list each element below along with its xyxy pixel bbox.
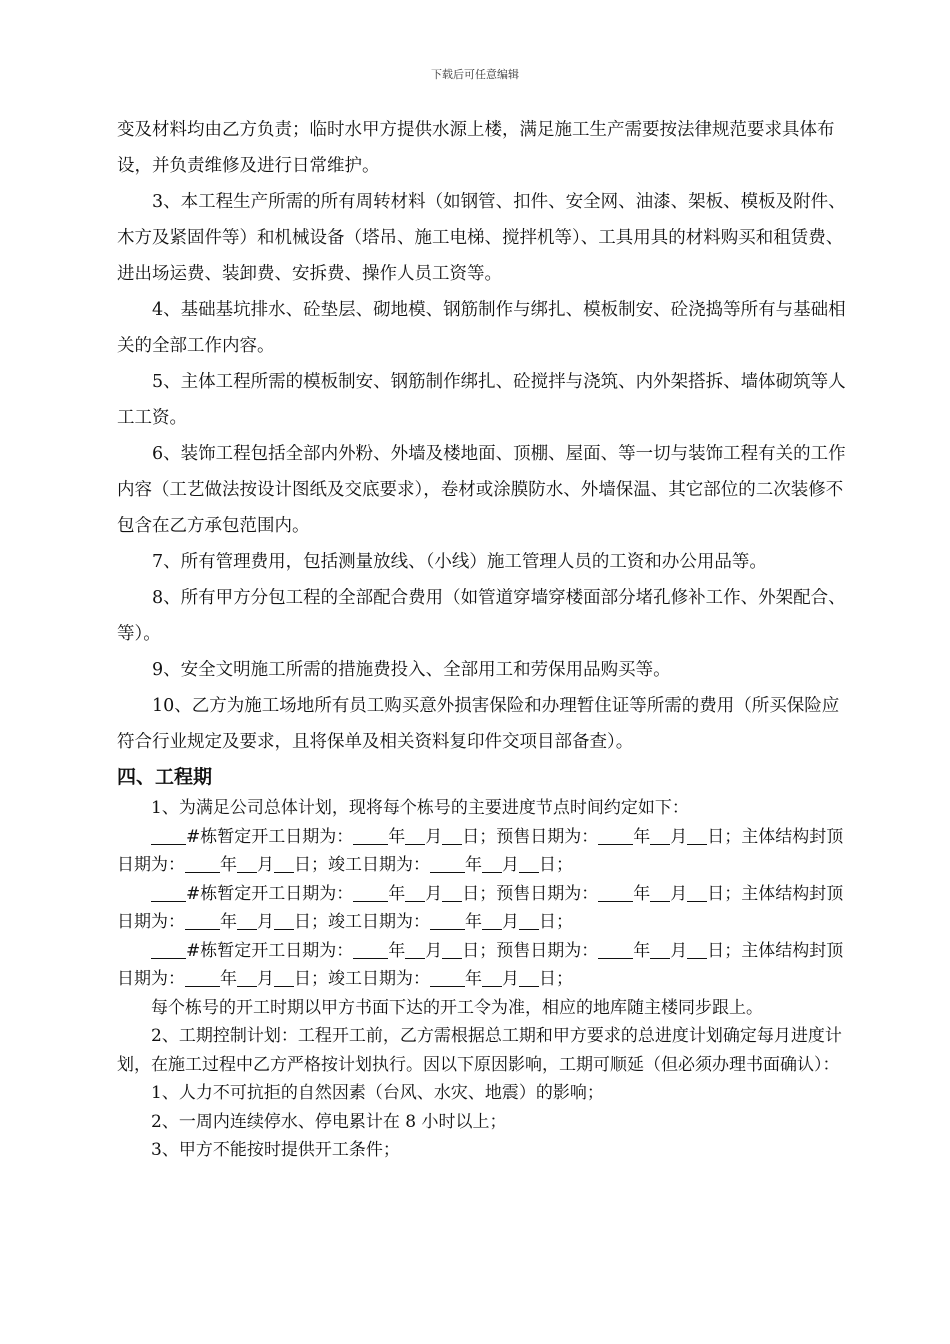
- schedule-control-plan: 2、工期控制计划：工程开工前，乙方需根据总工期和甲方要求的总进度计划确定每月进度计划，在施工过程中乙方严格按计划执行。因以下原因影响，工期可顺延（但必须办理书面确认）：: [117, 1026, 842, 1075]
- building-blank[interactable]: [151, 827, 186, 845]
- page-header: 下载后可任意编辑: [431, 68, 519, 81]
- document-body: [117, 112, 852, 1165]
- building-blank[interactable]: [151, 884, 186, 902]
- schedule-row: #栋暂定开工日期为： 年 月 日；预售日期为： 年 月 日；主体结构封顶日期为： 年 月 日；竣工日期为： 年 月 日；: [117, 826, 844, 875]
- clause-7: 7、所有管理费用，包括测量放线、（小线）施工管理人员的工资和办公用品等。: [152, 552, 767, 572]
- clause-5: 5、主体工程所需的模板制安、钢筋制作绑扎、砼搅拌与浇筑、内外架搭拆、墙体砌筑等人工工资。: [117, 372, 846, 428]
- delay-reason-3: 3、甲方不能按时提供开工条件；: [151, 1140, 400, 1160]
- schedule-row: #栋暂定开工日期为： 年 月 日；预售日期为： 年 月 日；主体结构封顶日期为： 年 月 日；竣工日期为： 年 月 日；: [117, 883, 844, 932]
- paragraph-continued: 变及材料均由乙方负责；临时水甲方提供水源上楼，满足施工生产需要按法律规范要求具体布设，并负责维修及进行日常维护。: [117, 120, 835, 176]
- start-order-note: 每个栋号的开工时期以甲方书面下达的开工令为准，相应的地库随主楼同步跟上。: [151, 997, 763, 1018]
- schedule-intro: 1、为满足公司总体计划，现将每个栋号的主要进度节点时间约定如下：: [151, 798, 689, 818]
- clause-8: 8、所有甲方分包工程的全部配合费用（如管道穿墙穿楼面部分堵孔修补工作、外架配合、等）。: [117, 588, 846, 644]
- schedule-row: #栋暂定开工日期为： 年 月 日；预售日期为： 年 月 日；主体结构封顶日期为： 年 月 日；竣工日期为： 年 月 日；: [117, 940, 844, 989]
- building-blank[interactable]: [151, 941, 186, 959]
- clause-6: 6、装饰工程包括全部内外粉、外墙及楼地面、顶棚、屋面、等一切与装饰工程有关的工作内容（工艺做法按设计图纸及交底要求），卷材或涂膜防水、外墙保温、其它部位的二次装修不包含在乙方承包范围内。: [117, 444, 846, 536]
- clause-4: 4、基础基坑排水、砼垫层、砌地模、钢筋制作与绑扎、模板制安、砼浇捣等所有与基础相关的全部工作内容。: [117, 300, 846, 356]
- clause-10: 10、乙方为施工场地所有员工购买意外损害保险和办理暂住证等所需的费用（所买保险应符合行业规定及要求，且将保单及相关资料复印件交项目部备查）。: [117, 696, 840, 752]
- clause-9: 9、安全文明施工所需的措施费投入、全部用工和劳保用品购买等。: [152, 660, 671, 680]
- clause-3: 3、本工程生产所需的所有周转材料（如钢管、扣件、安全网、油漆、架板、模板及附件、木方及紧固件等）和机械设备（塔吊、施工电梯、搅拌机等）、工具用具的材料购买和租赁费、进出场运费、装卸费、安拆费、操作人员工资等。: [117, 192, 846, 284]
- section-heading: 四、工程期: [117, 766, 213, 788]
- delay-reason-1: 1、人力不可抗拒的自然因素（台风、水灾、地震）的影响；: [151, 1083, 604, 1103]
- delay-reason-2: 2、一周内连续停水、停电累计在 8 小时以上；: [151, 1111, 507, 1132]
